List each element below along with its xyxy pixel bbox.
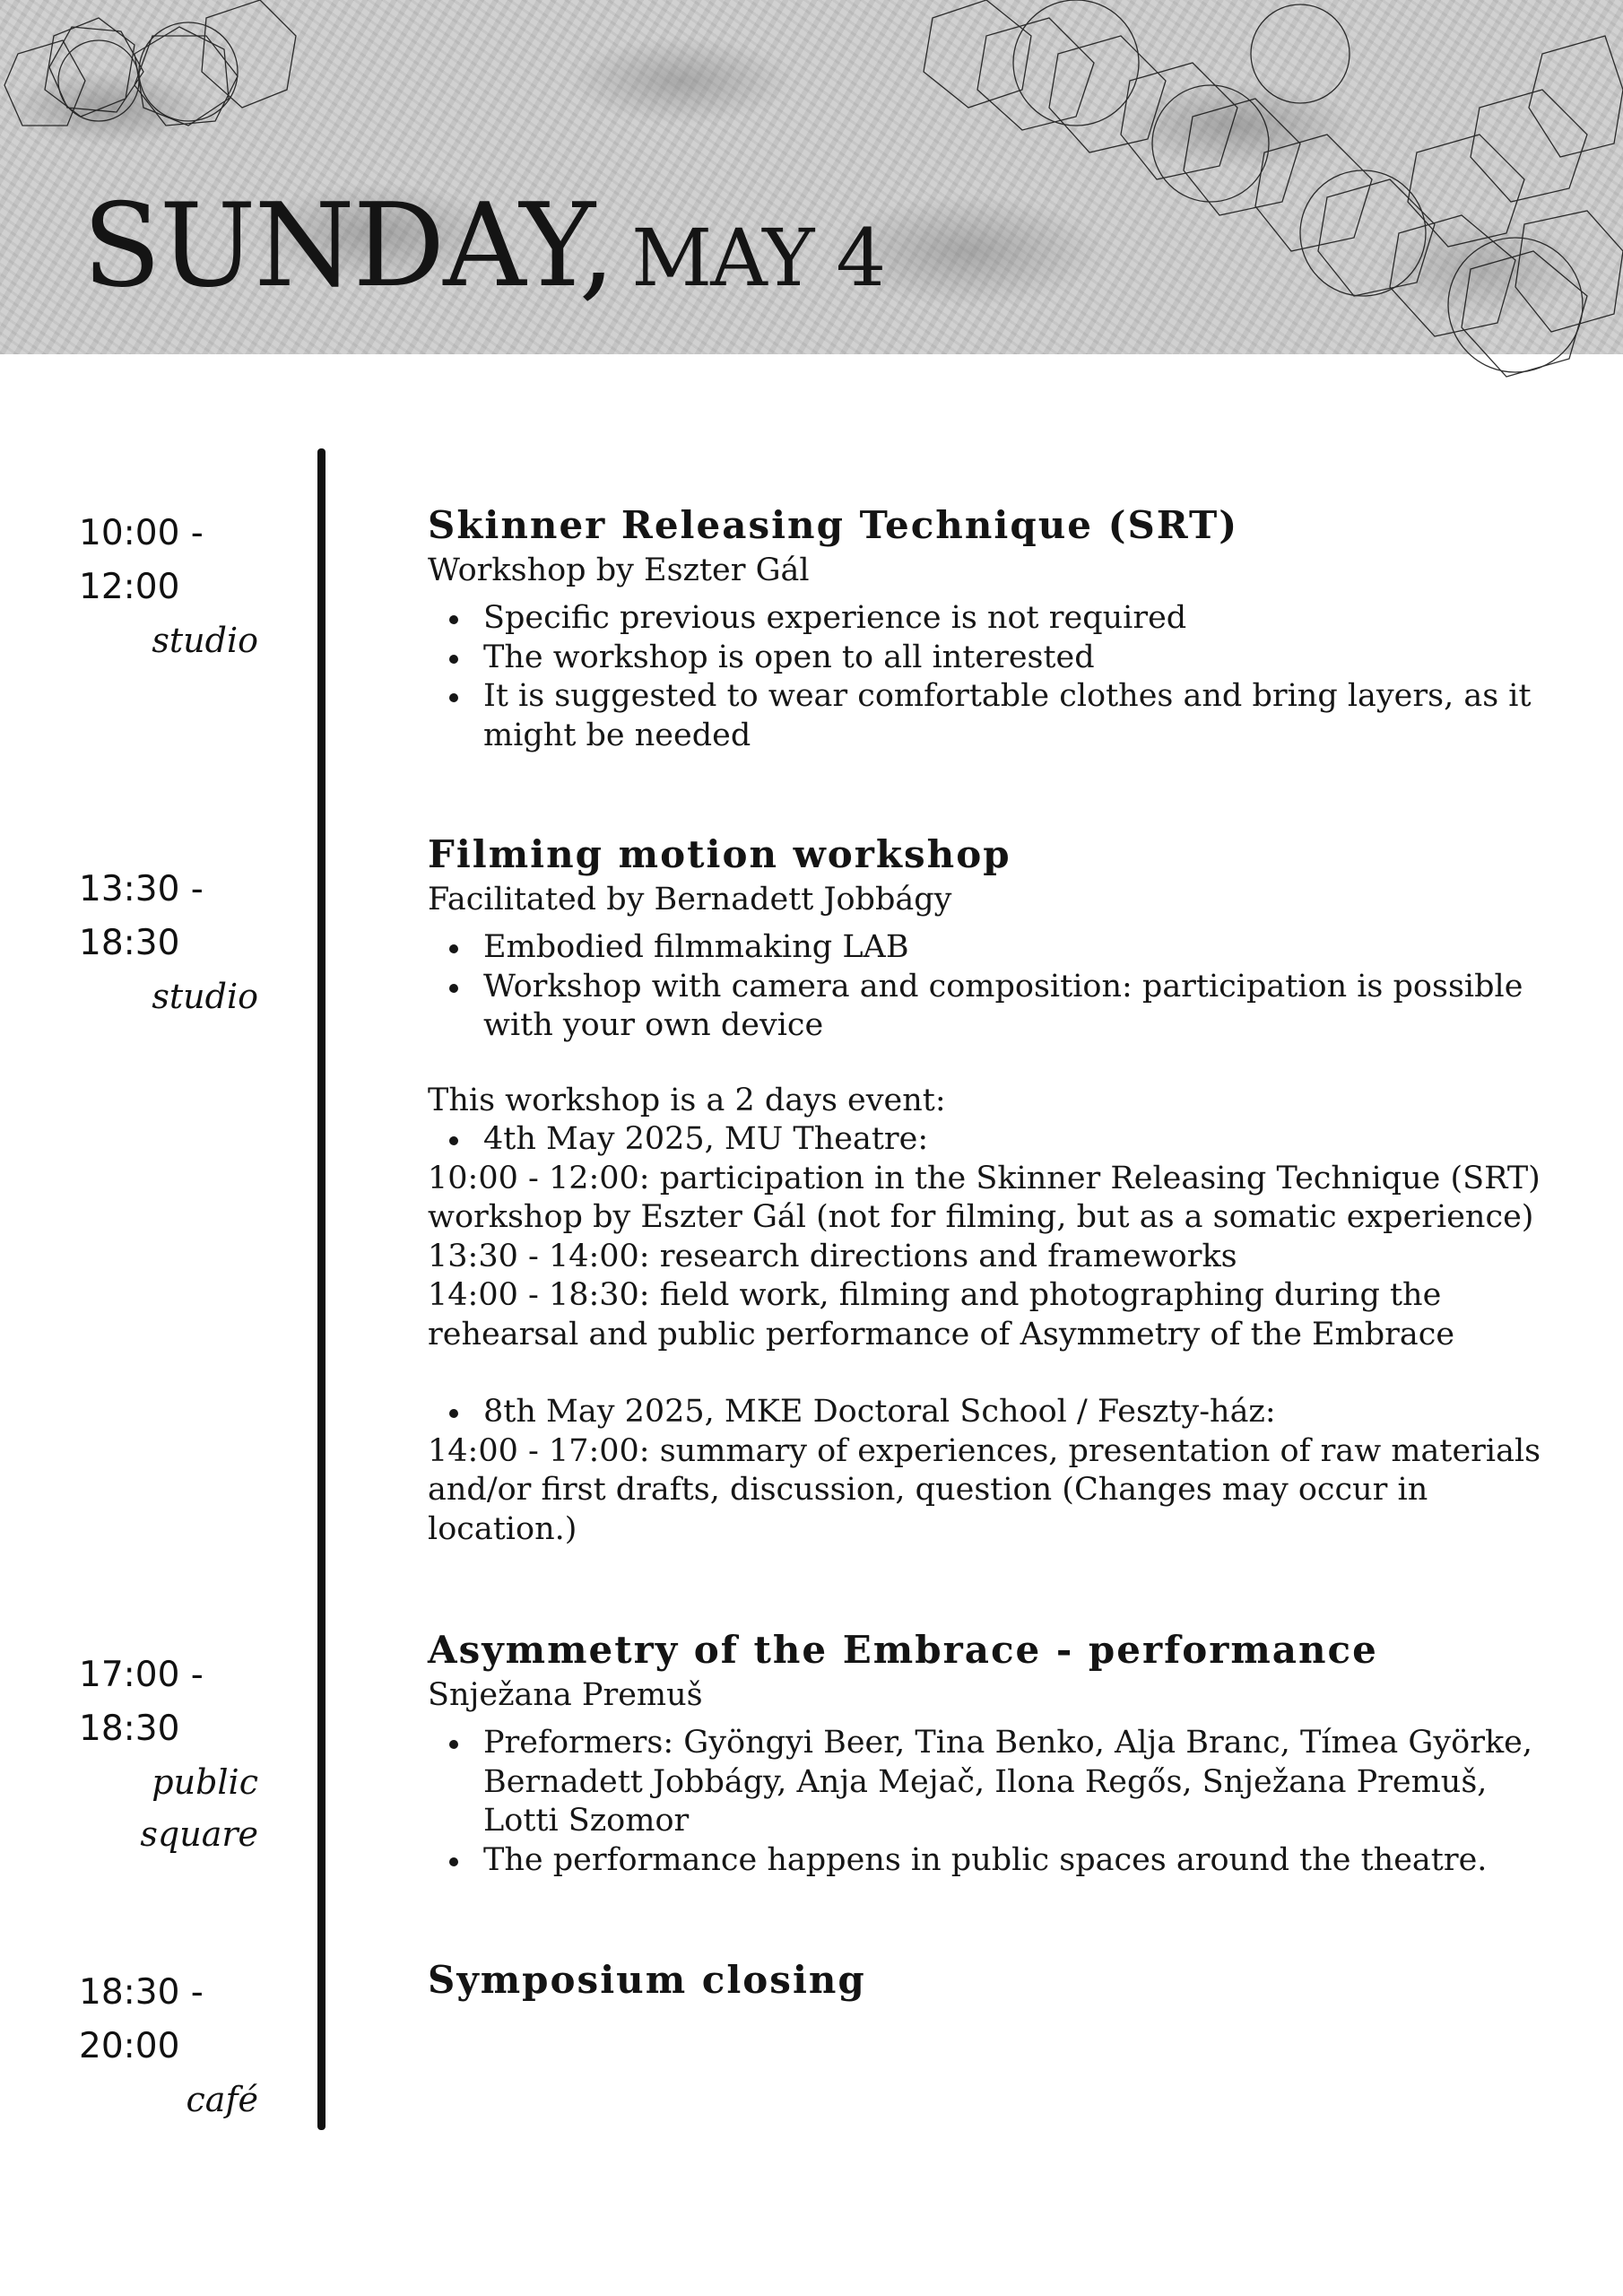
time-start: 13:30 - [79,869,204,909]
schedule-day-heading: 4th May 2025, MU Theatre: [483,1120,1549,1160]
title-date: MAY 4 [631,212,885,304]
timeline-rule [317,448,325,2130]
schedule-day-heading: 8th May 2025, MKE Doctoral School / Feszty-ház: [483,1393,1549,1432]
schedule-day2 [428,1393,1549,1432]
time-end: 12:00 [79,567,180,607]
schedule-line: 14:00 - 17:00: summary of experiences, presentation of raw materials and/or first drafts, discussion, question (Changes may occur in location.) [428,1432,1541,1547]
venue: public [152,1762,258,1802]
time-block-3 [79,1648,258,1860]
bullet-list [428,1724,1549,1880]
time-block-4 [79,1966,258,2126]
session-title: Skinner Releasing Technique (SRT) [428,503,1239,547]
header-edge [0,354,1623,361]
time-start: 18:30 - [79,1972,204,2013]
session-filming [428,830,1549,1549]
time-start: 17:00 - [79,1655,204,1695]
list-item: Workshop with camera and composition: participation is possible with your own device [483,968,1549,1046]
schedule-line: 10:00 - 12:00: participation in the Skinner Releasing Technique (SRT) workshop by Eszter Gál (not for filming, but as a somatic experience) [428,1160,1541,1235]
bullet-list [428,928,1549,1046]
list-item: Embodied filmmaking LAB [483,928,1549,968]
list-item: It is suggested to wear comfortable clothes and bring layers, as it might be needed [483,677,1549,755]
list-item: Specific previous experience is not required [483,599,1549,639]
time-end: 18:30 [79,1709,180,1749]
page-title [82,179,884,313]
list-item: The performance happens in public spaces around the theatre. [483,1841,1549,1881]
workshop-schedule [428,1082,1549,1550]
session-title: Filming motion workshop [428,832,1011,876]
schedule-line: 14:00 - 18:30: field work, filming and photographing during the rehearsal and public performance of Asymmetry of the Embrace [428,1277,1455,1352]
bullet-list [428,599,1549,755]
venue: square [140,1814,258,1854]
session-title: Asymmetry of the Embrace - performance [428,1628,1378,1672]
venue: café [186,2080,258,2119]
schedule-day1 [428,1120,1549,1160]
schedule-line: 13:30 - 14:00: research directions and frameworks [428,1238,1237,1274]
session-performance [428,1625,1549,1880]
time-start: 10:00 - [79,513,204,553]
schedule-intro: This workshop is a 2 days event: [428,1082,946,1118]
venue: studio [152,621,258,660]
session-srt [428,500,1549,755]
time-block-2 [79,863,258,1022]
time-end: 20:00 [79,2026,180,2066]
session-title: Symposium closing [428,1958,866,2002]
list-item: The workshop is open to all interested [483,639,1549,678]
list-item: Preformers: Gyöngyi Beer, Tina Benko, Alja Branc, Tímea Györke, Bernadett Jobbágy, Anja Mejač, Ilona Regős, Snježana Premuš, Lotti Szomor [483,1724,1549,1841]
session-closing [428,1955,1549,2005]
session-subtitle: Workshop by Eszter Gál [428,552,810,588]
session-subtitle: Snježana Premuš [428,1677,703,1713]
time-end: 18:30 [79,923,180,963]
venue: studio [152,977,258,1016]
time-block-1 [79,507,258,666]
title-day: SUNDAY, [82,179,614,313]
session-subtitle: Facilitated by Bernadett Jobbágy [428,882,952,918]
